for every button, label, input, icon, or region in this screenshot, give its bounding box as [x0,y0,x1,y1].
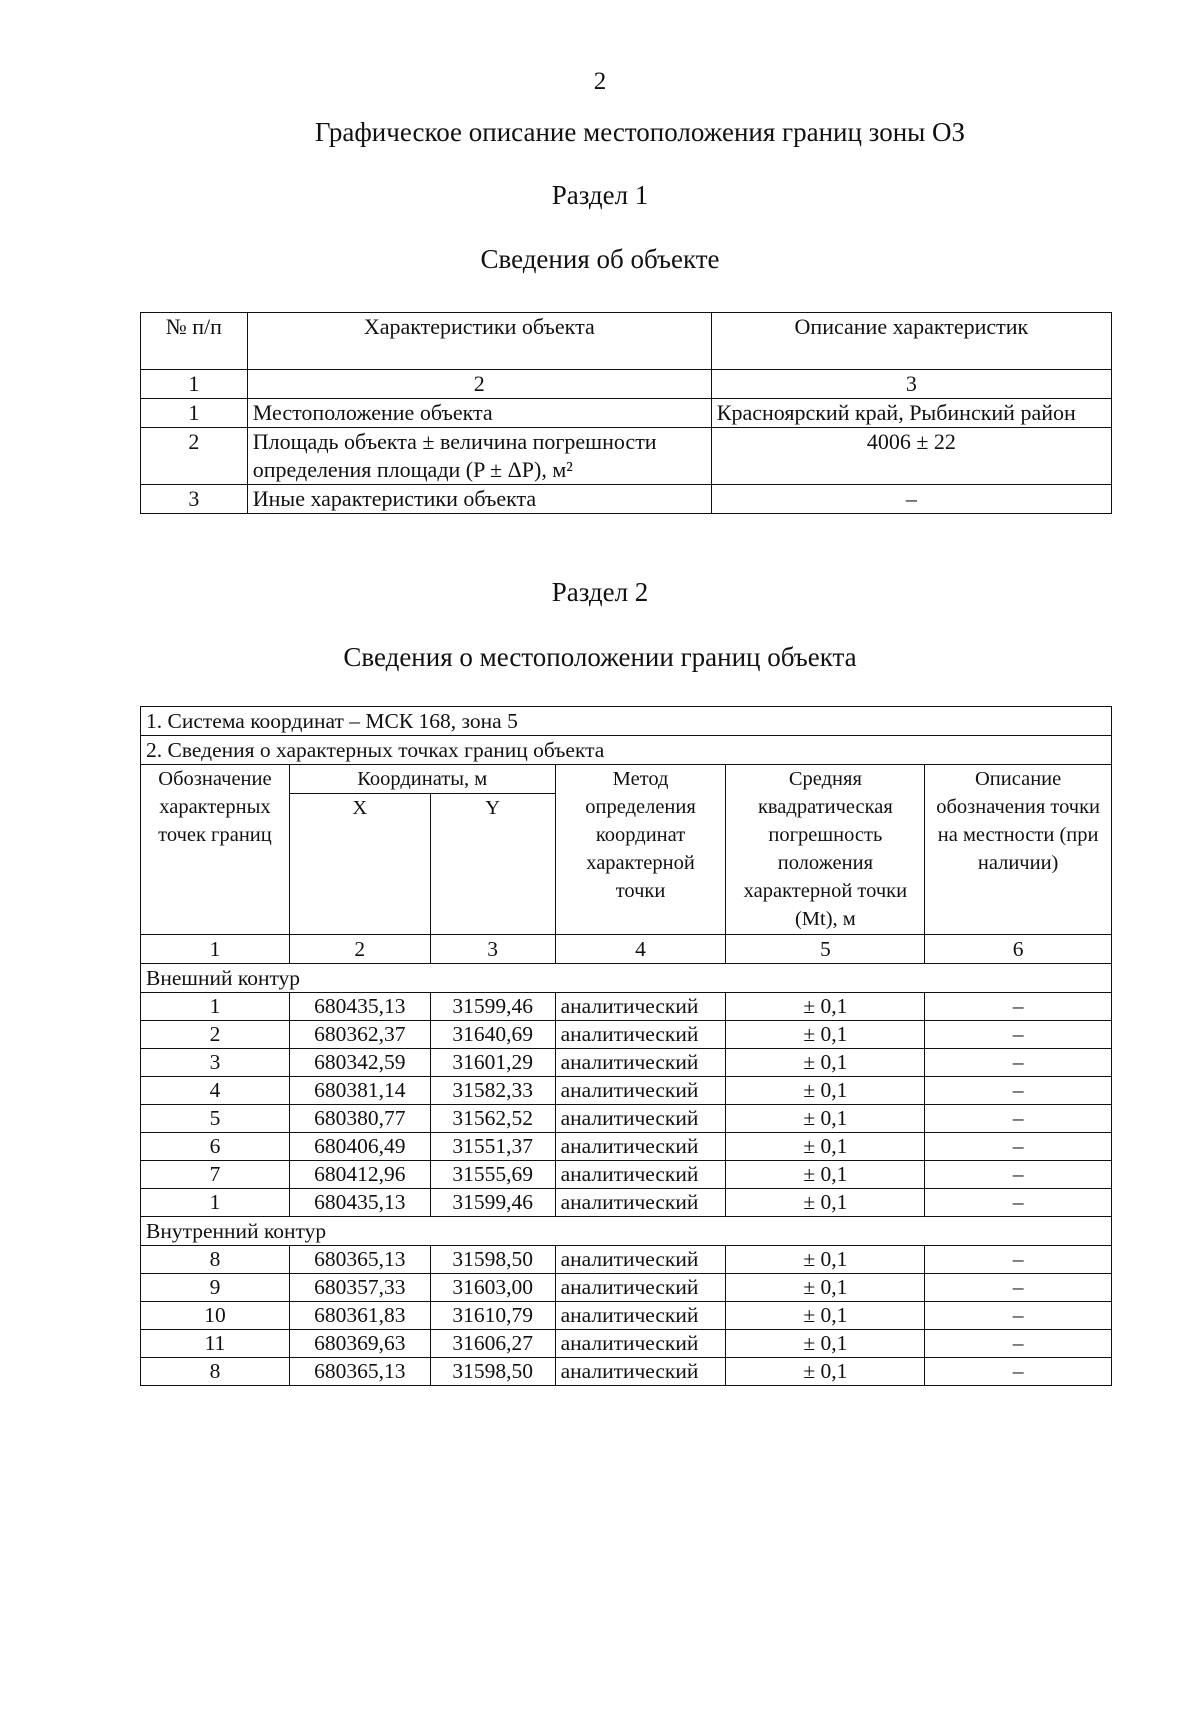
point-number: 2 [141,1021,290,1049]
outer-contour-rows [141,993,1112,1217]
col-number: 2 [289,935,430,964]
point-description: – [925,1274,1112,1302]
row-num: 1 [141,399,248,428]
table-row [141,1358,1112,1386]
table-row [141,1161,1112,1189]
error: ± 0,1 [726,1077,925,1105]
coord-y: 31598,50 [430,1358,555,1386]
table-row [141,399,1112,428]
coord-y: 31640,69 [430,1021,555,1049]
inner-contour-rows [141,1246,1112,1386]
coord-y: 31598,50 [430,1246,555,1274]
error: ± 0,1 [726,1049,925,1077]
header-characteristic: Характеристики объекта [247,313,711,370]
page-number: 2 [593,68,607,95]
error: ± 0,1 [726,1105,925,1133]
row-characteristic: Площадь объекта ± величина погрешности определения площади (P ± ΔP), м² [247,428,711,485]
point-description: – [925,1302,1112,1330]
row-description: 4006 ± 22 [711,428,1111,485]
points-header: 2. Сведения о характерных точках границ объекта [141,736,1112,765]
col-number: 1 [141,370,248,399]
table-row [141,485,1112,514]
header-num: № п/п [141,313,248,370]
table-row [141,1049,1112,1077]
point-description: – [925,1077,1112,1105]
coord-x: 680369,63 [289,1330,430,1358]
coord-y: 31551,37 [430,1133,555,1161]
point-number: 9 [141,1274,290,1302]
outer-contour-label-row [141,964,1112,993]
col-number: 5 [726,935,925,964]
coord-y: 31599,46 [430,1189,555,1217]
section2-subtitle: Сведения о местоположении границ объекта [343,642,857,672]
point-description: – [925,1246,1112,1274]
coord-y: 31582,33 [430,1077,555,1105]
point-description: – [925,1358,1112,1386]
method: аналитический [555,1133,726,1161]
table-row [141,1077,1112,1105]
col-number: 4 [555,935,726,964]
point-description: – [925,1189,1112,1217]
coord-x: 680380,77 [289,1105,430,1133]
coord-y: 31610,79 [430,1302,555,1330]
row-characteristic: Местоположение объекта [247,399,711,428]
coord-x: 680435,13 [289,1189,430,1217]
coord-x: 680342,59 [289,1049,430,1077]
point-number: 6 [141,1133,290,1161]
table-row [141,1274,1112,1302]
point-number: 1 [141,1189,290,1217]
error: ± 0,1 [726,1189,925,1217]
table-header-row [141,313,1112,370]
header-coordinates: Координаты, м [289,765,555,794]
coord-y: 31599,46 [430,993,555,1021]
points-header-row [141,736,1112,765]
method: аналитический [555,1049,726,1077]
inner-contour-label: Внутренний контур [141,1217,1112,1246]
document-title: Графическое описание местоположения границ зоны ОЗ [314,117,966,147]
method: аналитический [555,1302,726,1330]
method: аналитический [555,1021,726,1049]
row-num: 3 [141,485,248,514]
inner-contour-label-row [141,1217,1112,1246]
outer-contour-label: Внешний контур [141,964,1112,993]
table-row [141,1105,1112,1133]
point-description: – [925,1049,1112,1077]
coord-y: 31606,27 [430,1330,555,1358]
point-number: 11 [141,1330,290,1358]
coord-x: 680412,96 [289,1161,430,1189]
error: ± 0,1 [726,1021,925,1049]
error: ± 0,1 [726,1358,925,1386]
coord-x: 680406,49 [289,1133,430,1161]
method: аналитический [555,1246,726,1274]
row-description: Красноярский край, Рыбинский район [711,399,1111,428]
boundary-points-table [140,706,1112,1386]
table-row [141,1021,1112,1049]
coord-y: 31555,69 [430,1161,555,1189]
point-number: 1 [141,993,290,1021]
error: ± 0,1 [726,993,925,1021]
point-description: – [925,1105,1112,1133]
point-number: 5 [141,1105,290,1133]
point-number: 7 [141,1161,290,1189]
error: ± 0,1 [726,1246,925,1274]
header-description: Описание характеристик [711,313,1111,370]
point-description: – [925,1330,1112,1358]
object-info-table [140,312,1112,514]
col-number: 2 [247,370,711,399]
table-row [141,993,1112,1021]
coord-x: 680361,83 [289,1302,430,1330]
table-row [141,1189,1112,1217]
coord-x: 680365,13 [289,1246,430,1274]
coord-x: 680362,37 [289,1021,430,1049]
coord-x: 680435,13 [289,993,430,1021]
coord-system-row [141,707,1112,736]
method: аналитический [555,1274,726,1302]
row-description: – [711,485,1111,514]
point-description: – [925,993,1112,1021]
table-row [141,1302,1112,1330]
method: аналитический [555,1189,726,1217]
coord-y: 31562,52 [430,1105,555,1133]
row-characteristic: Иные характеристики объекта [247,485,711,514]
method: аналитический [555,993,726,1021]
point-description: – [925,1133,1112,1161]
row-num: 2 [141,428,248,485]
column-number-row [141,370,1112,399]
coord-x: 680357,33 [289,1274,430,1302]
error: ± 0,1 [726,1302,925,1330]
point-number: 10 [141,1302,290,1330]
method: аналитический [555,1358,726,1386]
header-x: X [289,794,430,935]
error: ± 0,1 [726,1330,925,1358]
point-number: 4 [141,1077,290,1105]
header-error: Средняя квадратическая погрешность положения характерной точки (Mt), м [726,765,925,935]
coord-y: 31601,29 [430,1049,555,1077]
error: ± 0,1 [726,1133,925,1161]
coord-y: 31603,00 [430,1274,555,1302]
point-number: 8 [141,1358,290,1386]
header-y: Y [430,794,555,935]
col-number: 6 [925,935,1112,964]
method: аналитический [555,1105,726,1133]
header-designation: Обозначение характерных точек границ [141,765,290,935]
point-description: – [925,1161,1112,1189]
coord-x: 680365,13 [289,1358,430,1386]
header-point-description: Описание обозначения точки на местности (при наличии) [925,765,1112,935]
coord-x: 680381,14 [289,1077,430,1105]
error: ± 0,1 [726,1161,925,1189]
table-row [141,1246,1112,1274]
table-header-row [141,765,1112,794]
method: аналитический [555,1161,726,1189]
section1-subtitle: Сведения об объекте [480,244,720,274]
error: ± 0,1 [726,1274,925,1302]
point-number: 8 [141,1246,290,1274]
method: аналитический [555,1330,726,1358]
coord-system: 1. Система координат – МСК 168, зона 5 [141,707,1112,736]
col-number: 3 [430,935,555,964]
table-row [141,1330,1112,1358]
section1-title: Раздел 1 [551,180,649,210]
table-row [141,1133,1112,1161]
point-description: – [925,1021,1112,1049]
method: аналитический [555,1077,726,1105]
col-number: 3 [711,370,1111,399]
point-number: 3 [141,1049,290,1077]
column-number-row [141,935,1112,964]
table-row [141,428,1112,485]
section2-title: Раздел 2 [551,577,649,607]
header-method: Метод определения координат характерной точки [555,765,726,935]
col-number: 1 [141,935,290,964]
